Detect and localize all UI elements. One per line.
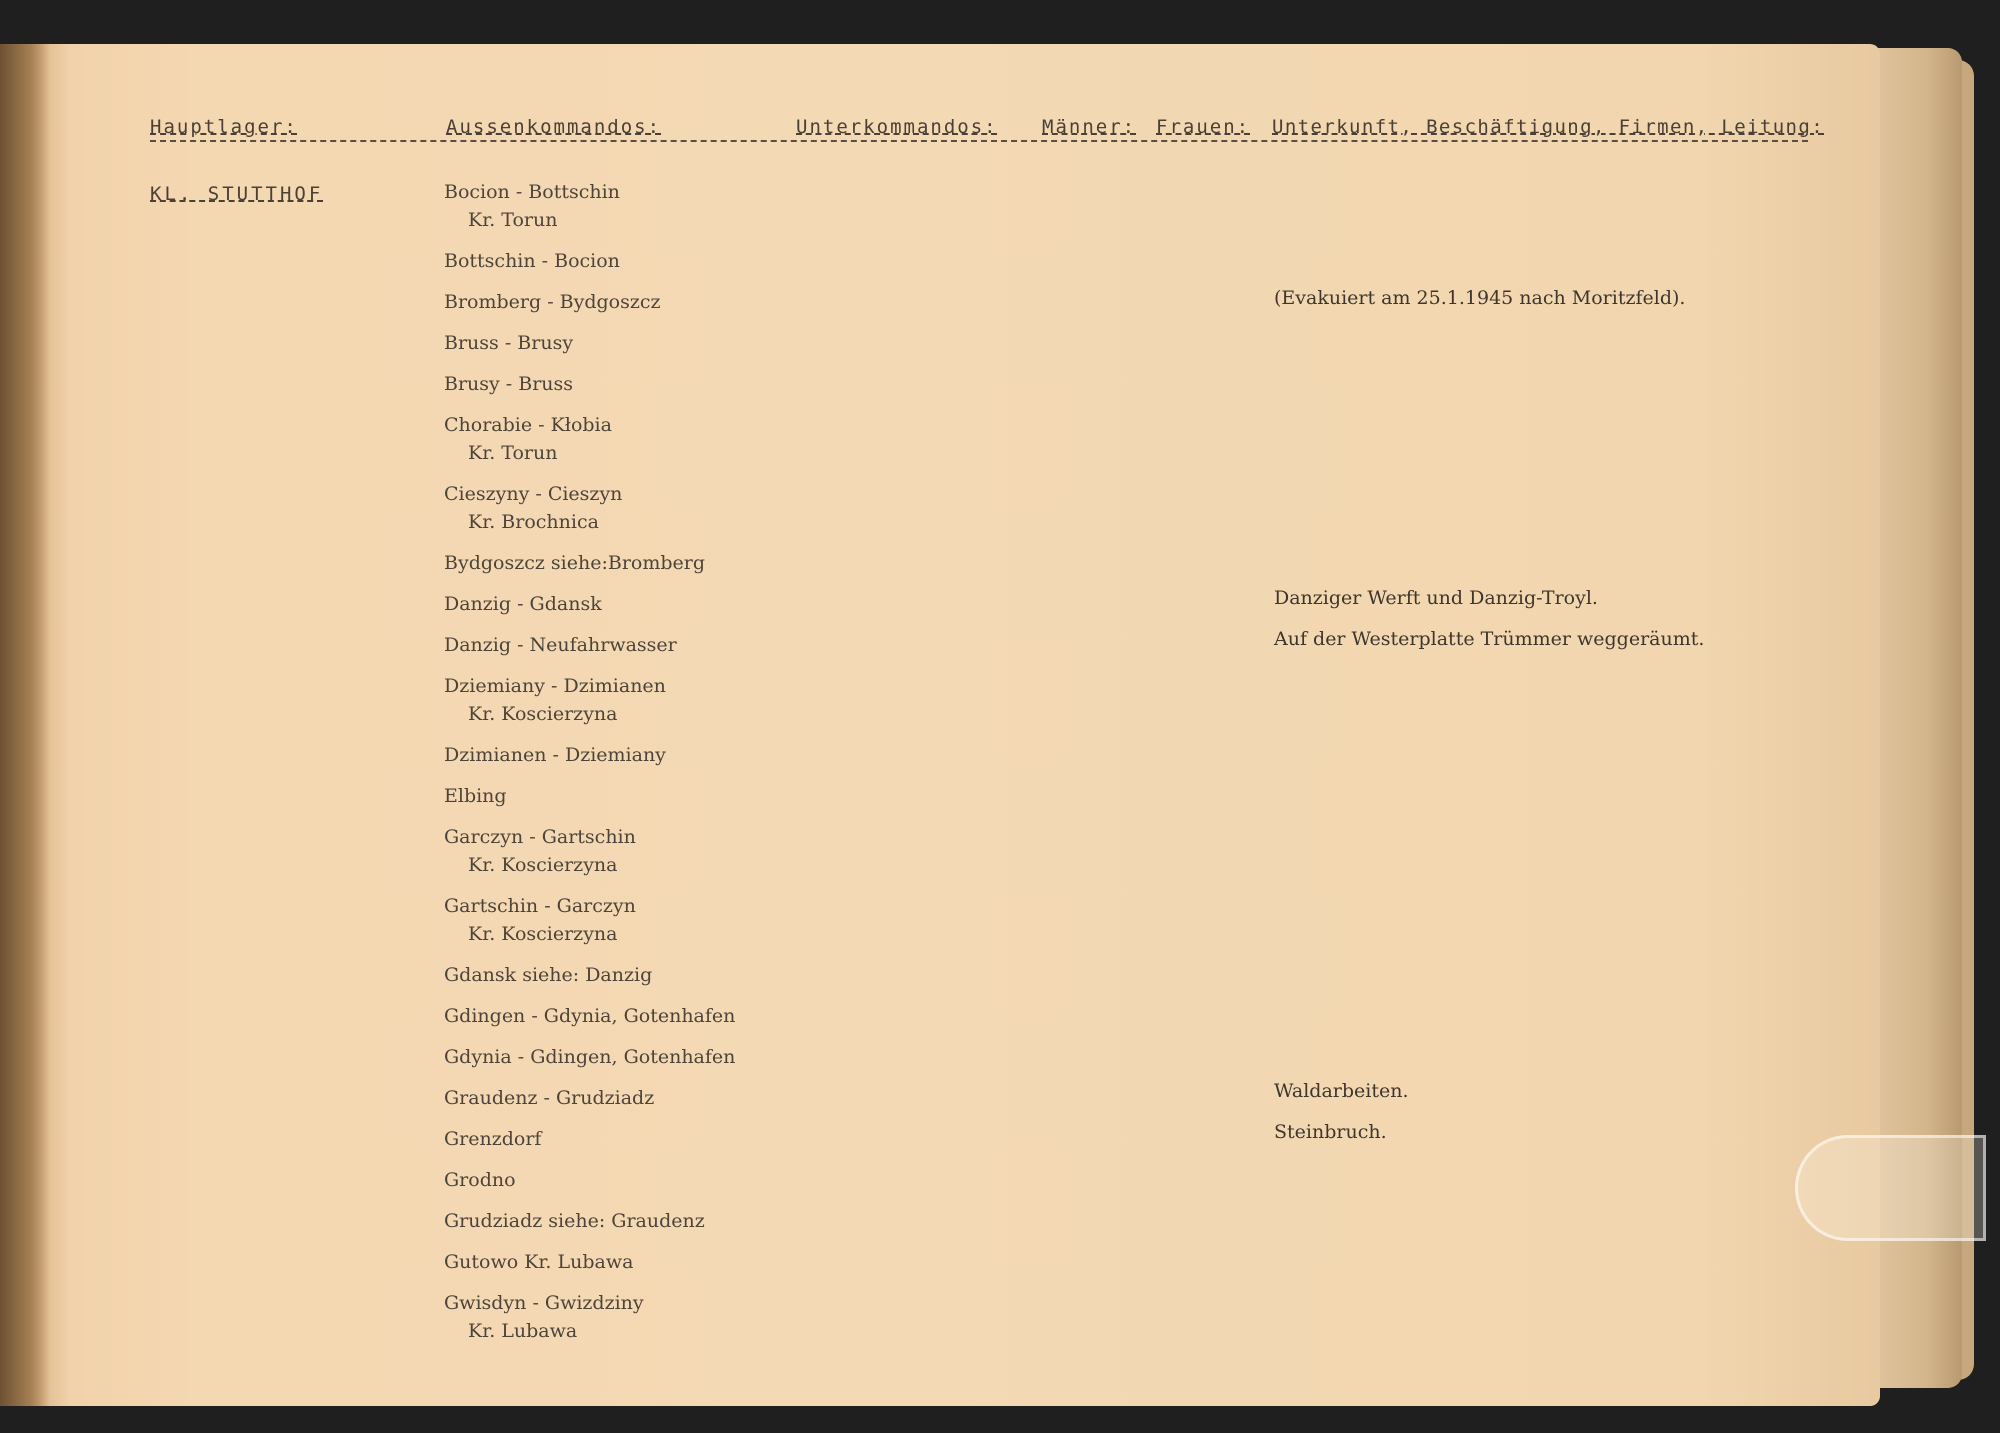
subcamp-entry — [444, 1125, 1044, 1153]
subcamp-name: Graudenz - Grudziadz — [444, 1087, 655, 1109]
subcamp-name: Dziemiany - Dzimianen — [444, 675, 666, 697]
subcamp-name: Dzimianen - Dziemiany — [444, 744, 666, 766]
subcamp-name: Elbing — [444, 785, 507, 807]
subcamp-list — [444, 178, 1044, 1358]
subcamp-entry — [444, 329, 1044, 357]
subcamp-name: Grodno — [444, 1169, 516, 1191]
subcamp-name: Gdynia - Gdingen, Gotenhafen — [444, 1046, 736, 1068]
header-unterkunft: Unterkunft, Beschäftigung, Firmen, Leitung: — [1272, 116, 1825, 138]
subcamp-entry — [444, 370, 1044, 398]
subcamp-name: Bocion - Bottschin — [444, 181, 620, 203]
subcamp-name: Bruss - Brusy — [444, 332, 574, 354]
subcamp-entry — [444, 549, 1044, 577]
subcamp-entry — [444, 741, 1044, 769]
header-unterkommandos: Unterkommandos: — [796, 116, 998, 138]
subcamp-name: Danzig - Gdansk — [444, 593, 602, 615]
header-frauen: Frauen: — [1156, 116, 1251, 138]
subcamp-entry — [444, 1002, 1044, 1030]
subcamp-entry — [444, 892, 1044, 948]
header-divider — [150, 140, 1808, 142]
plastic-clip — [1795, 1135, 1986, 1241]
note-grenzdorf: Steinbruch. — [1274, 1121, 1387, 1143]
subcamp-name: Gdansk siehe: Danzig — [444, 964, 653, 986]
subcamp-district: Kr. Lubawa — [468, 1320, 578, 1342]
subcamp-name: Bromberg - Bydgoszcz — [444, 291, 661, 313]
subcamp-district: Kr. Koscierzyna — [468, 854, 618, 876]
subcamp-name: Grudziadz siehe: Graudenz — [444, 1210, 705, 1232]
subcamp-name: Gutowo Kr. Lubawa — [444, 1251, 634, 1273]
main-camp-name: KL. STUTTHOF — [150, 183, 324, 205]
header-aussenkommandos: Aussenkommandos: — [446, 116, 662, 138]
subcamp-entry — [444, 961, 1044, 989]
subcamp-entry — [444, 1084, 1044, 1112]
subcamp-entry — [444, 480, 1044, 536]
note-danzig-gdansk: Danziger Werft und Danzig-Troyl. — [1274, 587, 1598, 609]
subcamp-entry — [444, 1289, 1044, 1345]
subcamp-district: Kr. Koscierzyna — [468, 923, 618, 945]
subcamp-name: Gartschin - Garczyn — [444, 895, 636, 917]
subcamp-entry — [444, 411, 1044, 467]
subcamp-entry — [444, 631, 1044, 659]
subcamp-entry — [444, 247, 1044, 275]
subcamp-district: Kr. Koscierzyna — [468, 703, 618, 725]
subcamp-name: Garczyn - Gartschin — [444, 826, 636, 848]
subcamp-entry — [444, 590, 1044, 618]
subcamp-entry — [444, 1207, 1044, 1235]
subcamp-district: Kr. Torun — [468, 209, 558, 231]
subcamp-district: Kr. Brochnica — [468, 511, 599, 533]
subcamp-entry — [444, 782, 1044, 810]
subcamp-name: Bydgoszcz siehe:Bromberg — [444, 552, 706, 574]
subcamp-entry — [444, 178, 1044, 234]
note-graudenz: Waldarbeiten. — [1274, 1080, 1409, 1102]
subcamp-name: Cieszyny - Cieszyn — [444, 483, 623, 505]
subcamp-name: Brusy - Bruss — [444, 373, 574, 395]
subcamp-entry — [444, 1248, 1044, 1276]
subcamp-name: Bottschin - Bocion — [444, 250, 620, 272]
subcamp-name: Gdingen - Gdynia, Gotenhafen — [444, 1005, 736, 1027]
subcamp-district: Kr. Torun — [468, 442, 558, 464]
subcamp-name: Danzig - Neufahrwasser — [444, 634, 677, 656]
header-maenner: Männer: — [1042, 116, 1137, 138]
subcamp-entry — [444, 672, 1044, 728]
subcamp-entry — [444, 288, 1044, 316]
note-danzig-neufahrwasser: Auf der Westerplatte Trümmer weggeräumt. — [1274, 628, 1705, 650]
note-bromberg: (Evakuiert am 25.1.1945 nach Moritzfeld). — [1274, 287, 1686, 309]
header-hauptlager: Hauptlager: — [150, 116, 298, 138]
subcamp-name: Gwisdyn - Gwizdziny — [444, 1292, 644, 1314]
subcamp-name: Grenzdorf — [444, 1128, 542, 1150]
subcamp-name: Chorabie - Kłobia — [444, 414, 612, 436]
subcamp-entry — [444, 1166, 1044, 1194]
binding-gutter — [0, 44, 50, 1406]
subcamp-entry — [444, 1043, 1044, 1071]
subcamp-entry — [444, 823, 1044, 879]
